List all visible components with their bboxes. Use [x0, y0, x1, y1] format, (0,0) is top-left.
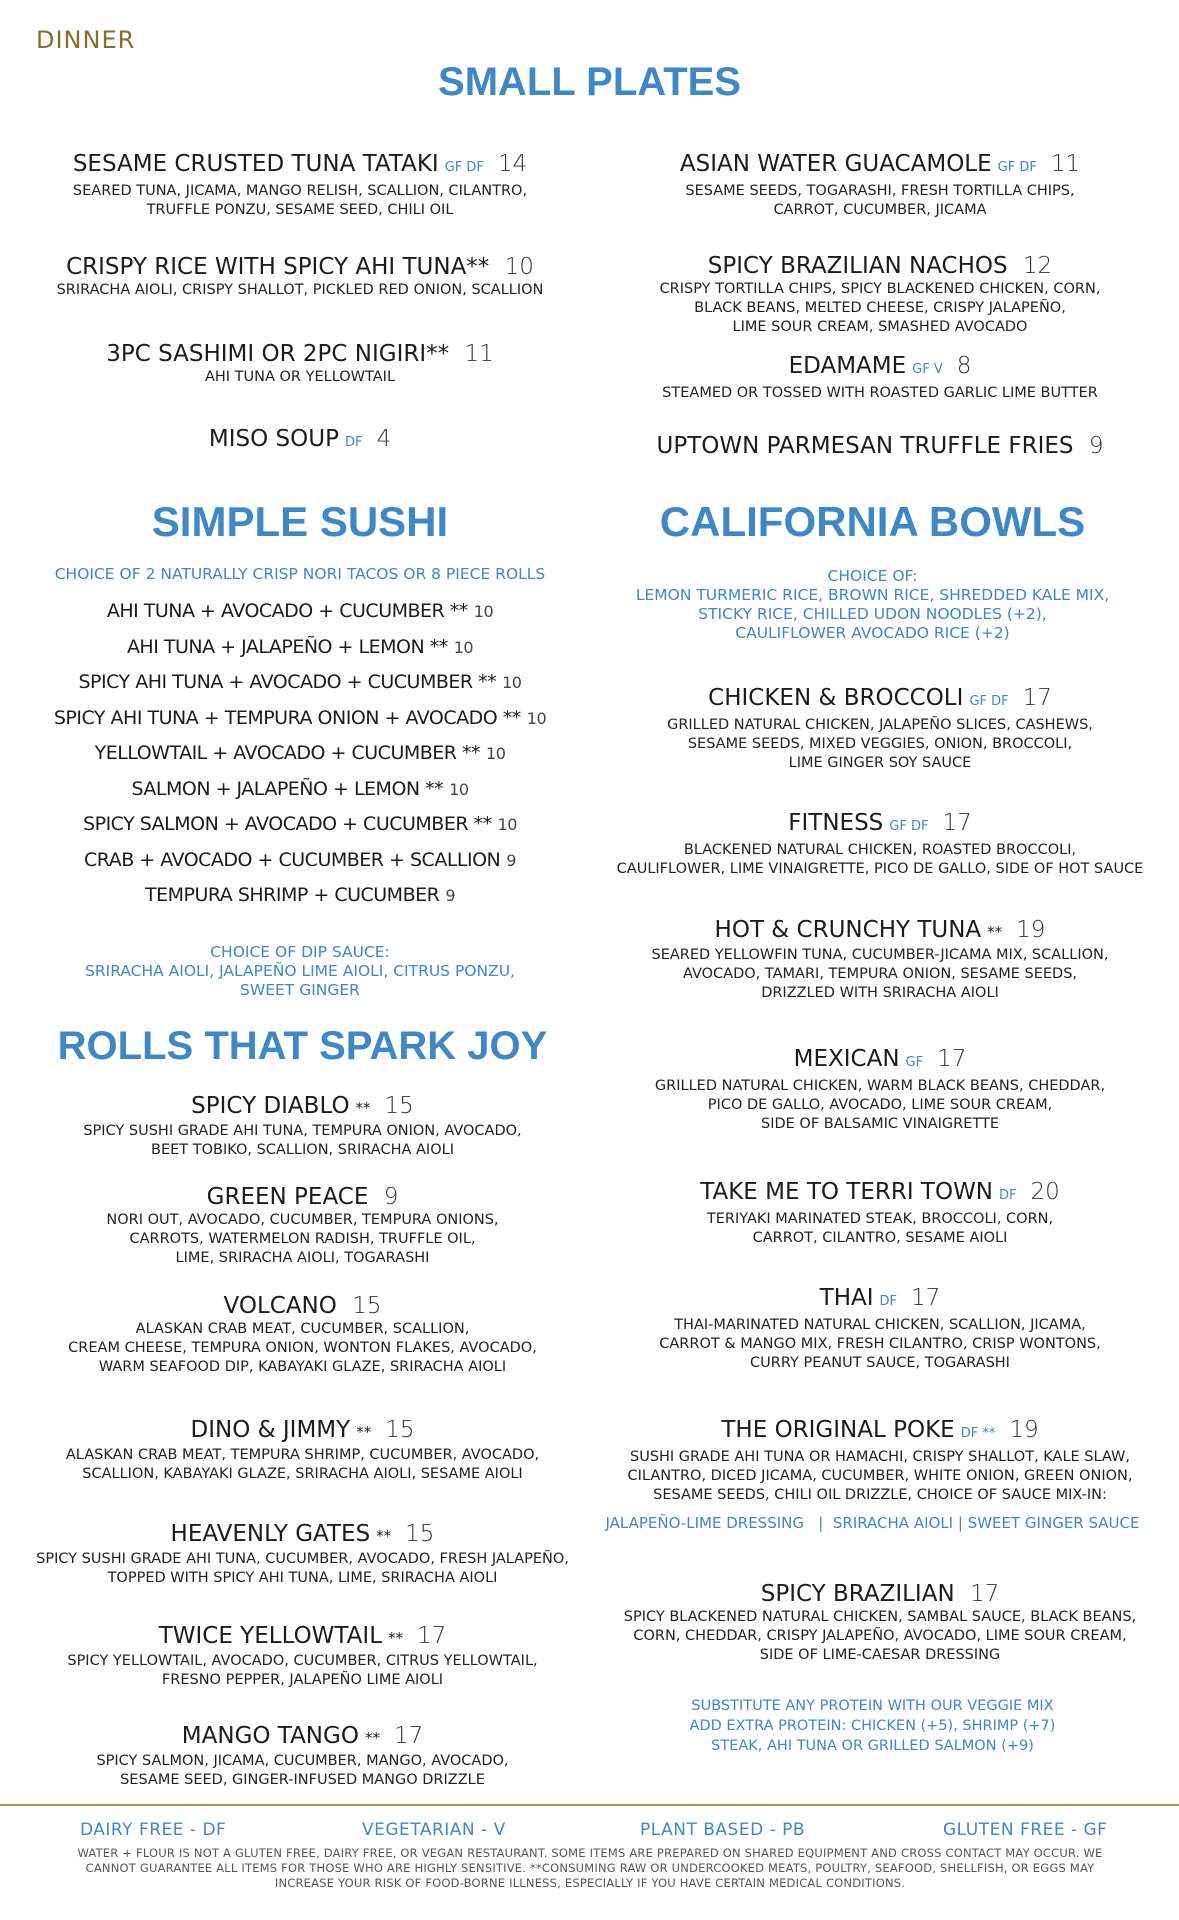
allergen-disclaimer: WATER + FLOUR IS NOT A GLUTEN FREE, DAIRY FREE, OR VEGAN RESTAURANT. SOME ITEMS ARE PREPARED ON SHARED EQUIPMENT AND CROSS CONTACT MAY OCCUR. WE CANNOT GUARANTEE ALL ITEMS FOR THOSE WHO ARE HIGHLY SENSITIVE. **CONSUMING RAW OR UNDERCOOKED MEATS, POULTRY, SEAFOOD, SHELLFISH, OR EGGS MAY INCREASE YOUR RISK OF FOOD-BORNE ILLNESS, ESPECIALLY IF YOU HAVE CERTAIN MEDICAL CONDITIONS. — [77, 1846, 1103, 1890]
item-description: SPICY YELLOWTAIL, AVOCADO, CUCUMBER, CITRUS YELLOWTAIL, FRESNO PEPPER, JALAPEÑO LIME AIOLI — [67, 1653, 538, 1688]
california-bowls-heading: CALIFORNIA BOWLS — [659, 498, 1086, 545]
sushi-item — [30, 636, 570, 658]
item-name: MEXICAN — [793, 1046, 900, 1072]
dietary-tag: GF DF — [889, 819, 929, 834]
item-name: 3PC SASHIMI OR 2PC NIGIRI** — [106, 341, 450, 367]
item-price: 17 — [937, 1046, 967, 1072]
item-description: CRISPY TORTILLA CHIPS, SPICY BLACKENED CHICKEN, CORN, BLACK BEANS, MELTED CHEESE, CRISPY JALAPEÑO, LIME SOUR CREAM, SMASHED AVOCADO — [659, 281, 1101, 335]
item-description: NORI OUT, AVOCADO, CUCUMBER, TEMPURA ONIONS, CARROTS, WATERMELON RADISH, TRUFFLE OIL, LIME, SRIRACHA AIOLI, TOGARASHI — [106, 1212, 499, 1266]
dietary-tag: ** — [987, 923, 1003, 941]
item-name: HOT & CRUNCHY TUNA — [714, 917, 982, 943]
item-name: CRISPY RICE WITH SPICY AHI TUNA** — [66, 254, 490, 280]
item-name: SPICY AHI TUNA + TEMPURA ONION + AVOCADO ** — [53, 706, 521, 729]
item-price: 17 — [1022, 685, 1052, 711]
dietary-tag: ** — [364, 1729, 380, 1747]
item-price: 19 — [1009, 1417, 1039, 1443]
item-price: 15 — [352, 1293, 382, 1319]
menu-item — [30, 1722, 575, 1790]
menu-item — [30, 1092, 575, 1160]
sushi-item — [30, 849, 570, 871]
item-price: 15 — [405, 1521, 435, 1547]
menu-item — [600, 809, 1160, 879]
item-description: SPICY BLACKENED NATURAL CHICKEN, SAMBAL SAUCE, BLACK BEANS, CORN, CHEDDAR, CRISPY JALAPEÑO, AVOCADO, LIME SOUR CREAM, SIDE OF LIME-CAESAR DRESSING — [623, 1609, 1137, 1663]
item-price: 9 — [383, 1184, 399, 1210]
simple-sushi-heading: SIMPLE SUSHI — [151, 498, 449, 545]
legend-df: DAIRY FREE - DF — [80, 1820, 227, 1840]
item-price: 10 — [449, 779, 469, 799]
menu-section-label: DINNER — [36, 26, 136, 54]
dietary-tag: DF ** — [960, 1426, 996, 1441]
item-name: VOLCANO — [223, 1293, 337, 1319]
menu-item — [20, 425, 580, 457]
menu-item — [600, 150, 1160, 220]
item-name: SPICY DIABLO — [191, 1093, 350, 1119]
footer-divider — [0, 1804, 1179, 1806]
item-description: SPICY SUSHI GRADE AHI TUNA, CUCUMBER, AVOCADO, FRESH JALAPEÑO, TOPPED WITH SPICY AHI TUNA, LIME, SRIRACHA AIOLI — [36, 1551, 569, 1586]
item-name: CRAB + AVOCADO + CUCUMBER + SCALLION — [84, 848, 501, 871]
dietary-tag: DF — [344, 435, 363, 450]
item-name: TEMPURA SHRIMP + CUCUMBER — [144, 884, 440, 906]
item-description: SEARED YELLOWFIN TUNA, CUCUMBER-JICAMA MIX, SCALLION, AVOCADO, TAMARI, TEMPURA ONION, SESAME SEEDS, DRIZZLED WITH SRIRACHA AIOLI — [651, 947, 1109, 1001]
menu-item — [30, 1520, 575, 1588]
item-price: 17 — [942, 810, 972, 836]
item-price: 4 — [376, 426, 392, 452]
item-name: EDAMAME — [788, 353, 907, 379]
item-price: 20 — [1030, 1179, 1060, 1205]
menu-item — [20, 340, 580, 387]
item-description: GRILLED NATURAL CHICKEN, WARM BLACK BEANS, CHEDDAR, PICO DE GALLO, AVOCADO, LIME SOUR CREAM, SIDE OF BALSAMIC VINAIGRETTE — [654, 1078, 1106, 1132]
item-name: SALMON + JALAPEÑO + LEMON ** — [131, 777, 444, 800]
menu-item — [20, 253, 580, 300]
item-description: SPICY SUSHI GRADE AHI TUNA, TEMPURA ONION, AVOCADO, BEET TOBIKO, SCALLION, SRIRACHA AIOLI — [83, 1123, 522, 1158]
rolls-heading: ROLLS THAT SPARK JOY — [57, 1024, 548, 1068]
item-description: SUSHI GRADE AHI TUNA OR HAMACHI, CRISPY SHALLOT, KALE SLAW, CILANTRO, DICED JICAMA, CUCUMBER, WHITE ONION, GREEN ONION, SESAME SEEDS, CHILI OIL DRIZZLE, CHOICE OF SAUCE MIX-IN: — [627, 1449, 1133, 1503]
item-price: 10 — [486, 744, 506, 763]
dietary-tag: ** — [388, 1629, 404, 1647]
legend-v: VEGETARIAN - V — [362, 1820, 506, 1840]
bowls-choice-note: CHOICE OF: LEMON TURMERIC RICE, BROWN RICE, SHREDDED KALE MIX, STICKY RICE, CHILLED UDON NOODLES (+2), CAULIFLOWER AVOCADO RICE (+2) — [635, 567, 1110, 642]
item-name: CHICKEN & BROCCOLI — [708, 685, 964, 711]
dietary-tag: GF DF — [969, 694, 1009, 709]
item-description: GRILLED NATURAL CHICKEN, JALAPEÑO SLICES, CASHEWS, SESAME SEEDS, MIXED VEGGIES, ONION, BROCCOLI, LIME GINGER SOY SAUCE — [667, 717, 1093, 771]
item-name: FITNESS — [788, 810, 884, 836]
item-name: GREEN PEACE — [206, 1184, 369, 1210]
item-name: MANGO TANGO — [181, 1723, 359, 1749]
menu-item — [600, 252, 1160, 337]
sushi-item — [30, 813, 570, 835]
item-price: 10 — [502, 673, 522, 692]
menu-item — [600, 1045, 1160, 1134]
item-name: TWICE YELLOWTAIL — [158, 1623, 383, 1649]
item-name: DINO & JIMMY — [190, 1417, 351, 1443]
item-price: 15 — [384, 1093, 414, 1119]
item-name: SPICY SALMON + AVOCADO + CUCUMBER ** — [83, 813, 492, 835]
item-price: 17 — [911, 1285, 941, 1311]
item-price: 17 — [393, 1723, 424, 1749]
small-plates-heading: SMALL PLATES — [438, 60, 741, 104]
legend-pb: PLANT BASED - PB — [640, 1820, 806, 1840]
sushi-item — [30, 671, 570, 693]
item-price: 15 — [385, 1417, 415, 1443]
item-description: SESAME SEEDS, TOGARASHI, FRESH TORTILLA CHIPS, CARROT, CUCUMBER, JICAMA — [685, 183, 1075, 218]
item-price: 14 — [497, 151, 528, 177]
item-name: THAI — [819, 1285, 874, 1311]
item-price: 10 — [497, 815, 517, 834]
sushi-item — [30, 742, 570, 764]
item-name: AHI TUNA + AVOCADO + CUCUMBER ** — [106, 600, 468, 622]
sushi-item — [30, 600, 570, 622]
item-description: SPICY SALMON, JICAMA, CUCUMBER, MANGO, AVOCADO, SESAME SEED, GINGER-INFUSED MANGO DRIZZLE — [96, 1753, 509, 1788]
menu-item — [600, 684, 1160, 773]
item-description: TERIYAKI MARINATED STEAK, BROCCOLI, CORN, CARROT, CILANTRO, SESAME AIOLI — [706, 1211, 1054, 1246]
item-name: SPICY BRAZILIAN — [760, 1581, 955, 1607]
item-description: THAI-MARINATED NATURAL CHICKEN, SCALLION, JICAMA, CARROT & MANGO MIX, FRESH CILANTRO, CRISP WONTONS, CURRY PEANUT SAUCE, TOGARASHI — [659, 1317, 1101, 1371]
menu-item — [600, 1416, 1160, 1505]
item-price: 10 — [453, 637, 474, 657]
dietary-tag: DF — [999, 1188, 1017, 1203]
dietary-tag: ** — [356, 1423, 372, 1441]
dietary-tag: ** — [355, 1099, 371, 1117]
item-price: 9 — [506, 850, 516, 870]
dietary-tag: DF — [879, 1294, 898, 1309]
item-price: 9 — [1088, 433, 1104, 459]
item-price: 10 — [473, 602, 494, 621]
dietary-tag: GF V — [912, 362, 943, 377]
item-name: ASIAN WATER GUACAMOLE — [679, 151, 992, 177]
item-price: 8 — [956, 353, 972, 379]
item-name: HEAVENLY GATES — [170, 1521, 371, 1547]
item-price: 19 — [1016, 917, 1046, 943]
item-price: 11 — [1050, 151, 1081, 177]
item-description: SEARED TUNA, JICAMA, MANGO RELISH, SCALLION, CILANTRO, TRUFFLE PONZU, SESAME SEED, CHILI OIL — [72, 183, 528, 218]
item-name: THE ORIGINAL POKE — [721, 1417, 955, 1443]
menu-item — [600, 352, 1160, 403]
menu-item — [30, 1183, 575, 1268]
dietary-tag: GF DF — [997, 160, 1037, 175]
item-name: AHI TUNA + JALAPEÑO + LEMON ** — [126, 635, 448, 658]
sushi-item — [30, 884, 570, 906]
item-price: 9 — [445, 886, 455, 905]
item-name: UPTOWN PARMESAN TRUFFLE FRIES — [656, 433, 1074, 459]
menu-item — [600, 1580, 1160, 1665]
item-price: 17 — [417, 1623, 447, 1649]
menu-item — [30, 1292, 575, 1377]
item-price: 17 — [969, 1581, 1000, 1607]
menu-item — [600, 1178, 1160, 1248]
item-price: 12 — [1022, 253, 1053, 279]
protein-note: SUBSTITUTE ANY PROTEIN WITH OUR VEGGIE MIX ADD EXTRA PROTEIN: CHICKEN (+5), SHRIMP (+7) STEAK, AHI TUNA OR GRILLED SALMON (+9) — [689, 1698, 1056, 1754]
item-name: YELLOWTAIL + AVOCADO + CUCUMBER ** — [94, 742, 481, 764]
item-description: AHI TUNA OR YELLOWTAIL — [204, 369, 396, 385]
menu-item — [30, 1622, 575, 1690]
legend-gf: GLUTEN FREE - GF — [943, 1820, 1108, 1840]
poke-sauce-options: JALAPEÑO-LIME DRESSING | SRIRACHA AIOLI | SWEET GINGER SAUCE — [605, 1514, 1140, 1532]
dip-sauce-note: CHOICE OF DIP SAUCE: SRIRACHA AIOLI, JALAPEÑO LIME AIOLI, CITRUS PONZU, SWEET GINGER — [85, 943, 515, 999]
menu-item — [20, 150, 580, 220]
sushi-item — [30, 778, 570, 800]
item-price: 10 — [526, 708, 547, 728]
item-name: SESAME CRUSTED TUNA TATAKI — [72, 151, 439, 177]
menu-item — [30, 1416, 575, 1484]
item-price: 11 — [464, 341, 494, 367]
item-description: ALASKAN CRAB MEAT, TEMPURA SHRIMP, CUCUMBER, AVOCADO, SCALLION, KABAYAKI GLAZE, SRIRACHA AIOLI, SESAME AIOLI — [65, 1447, 540, 1482]
item-description: ALASKAN CRAB MEAT, CUCUMBER, SCALLION, CREAM CHEESE, TEMPURA ONION, WONTON FLAKES, AVOCADO, WARM SEAFOOD DIP, KABAYAKI GLAZE, SRIRACHA AIOLI — [68, 1321, 537, 1375]
item-description: STEAMED OR TOSSED WITH ROASTED GARLIC LIME BUTTER — [662, 385, 1098, 401]
item-name: SPICY BRAZILIAN NACHOS — [707, 253, 1008, 279]
sushi-item — [30, 707, 570, 729]
dietary-tag: GF — [905, 1055, 924, 1070]
dietary-tag: ** — [376, 1527, 392, 1545]
menu-item — [600, 1284, 1160, 1373]
dietary-tag: GF DF — [444, 160, 484, 175]
item-name: MISO SOUP — [208, 426, 339, 452]
menu-item — [600, 432, 1160, 460]
item-price: 10 — [504, 254, 534, 280]
item-name: TAKE ME TO TERRI TOWN — [700, 1179, 994, 1205]
sushi-intro: CHOICE OF 2 NATURALLY CRISP NORI TACOS OR 8 PIECE ROLLS — [54, 565, 546, 583]
menu-item — [600, 916, 1160, 1003]
item-name: SPICY AHI TUNA + AVOCADO + CUCUMBER ** — [78, 671, 497, 693]
item-description: SRIRACHA AIOLI, CRISPY SHALLOT, PICKLED RED ONION, SCALLION — [56, 282, 544, 298]
item-description: BLACKENED NATURAL CHICKEN, ROASTED BROCCOLI, CAULIFLOWER, LIME VINAIGRETTE, PICO DE GALLO, SIDE OF HOT SAUCE — [616, 842, 1144, 877]
